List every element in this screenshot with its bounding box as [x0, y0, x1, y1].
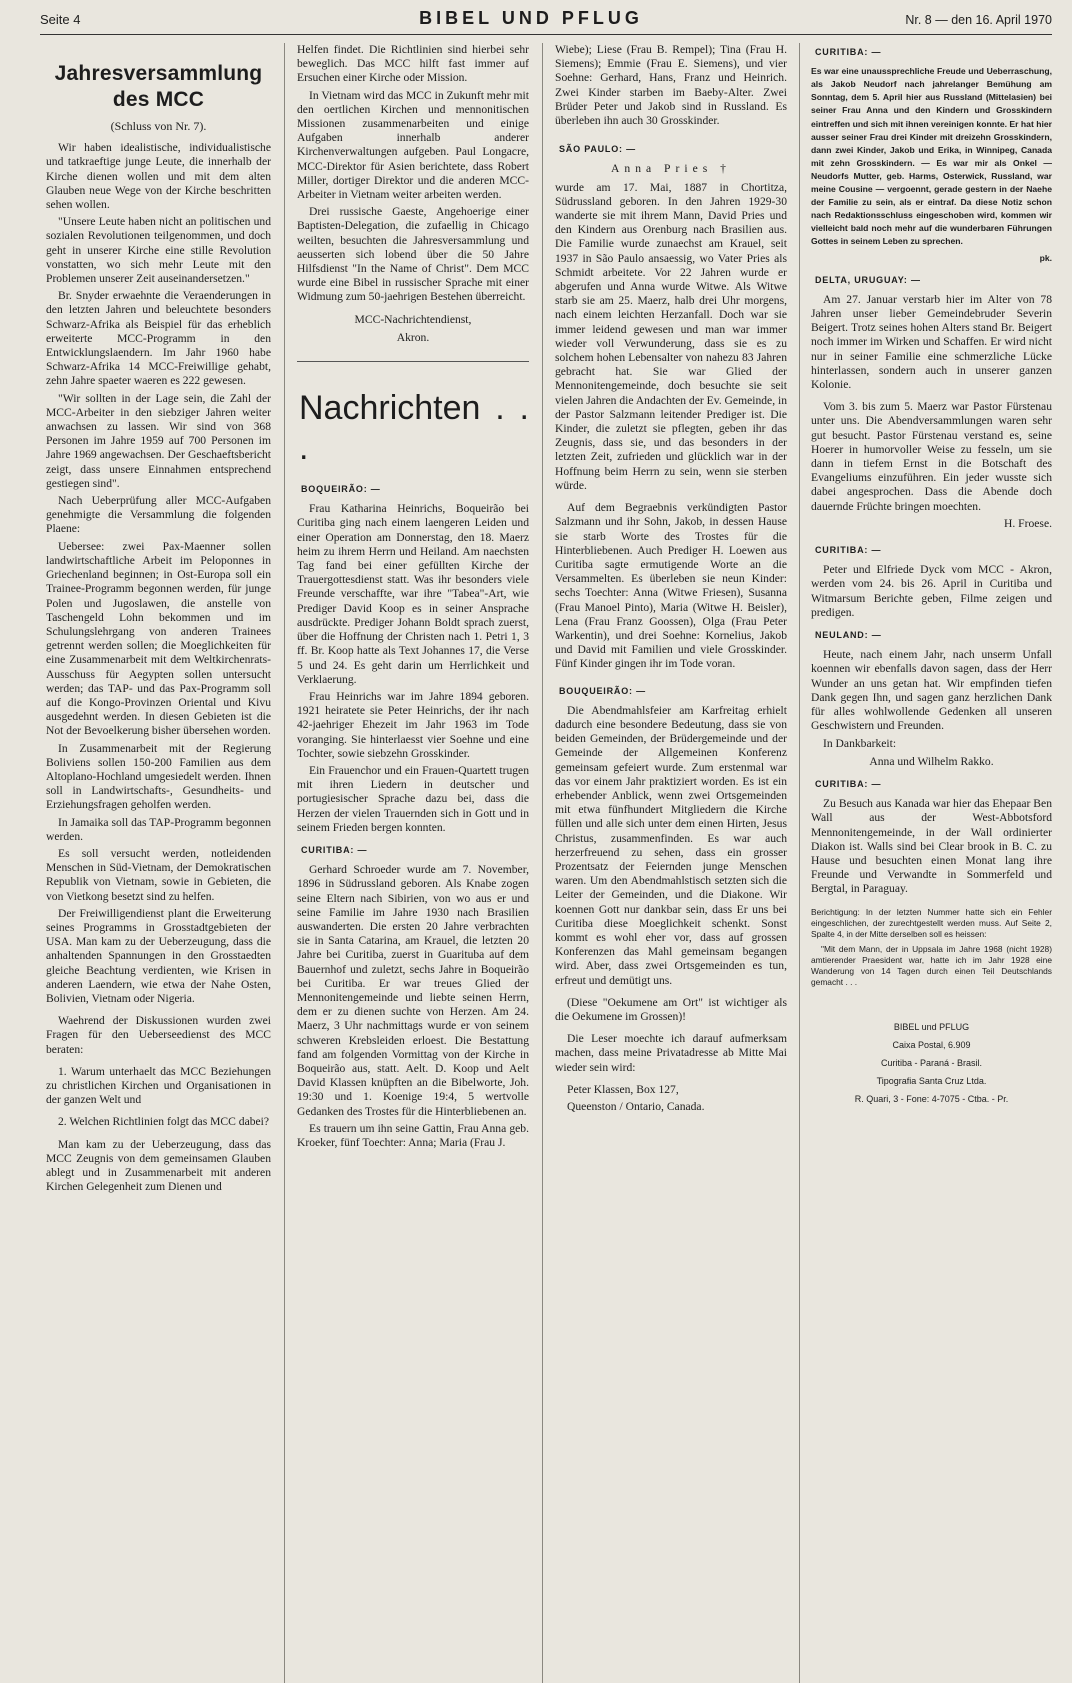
paragraph: In Dankbarkeit: — [823, 736, 897, 750]
page-number: Seite 4 — [40, 12, 81, 27]
paragraph: Die Abendmahlsfeier am Karfreitag erhielt dadurch eine besondere Bedeutung, dass sie von beiden Gemeinden, der Brüdergemeinde und der Gemeinde der Allgemeinen Konferenz gemeinsam gefeiert wurde. Zum erstenmal war das vor einem Jahr praktiziert worden. Es ist ein erhebender Anblick, wenn zwei Ortsgemeinden mit etwa fünfhundert Mitgliedern die Kirche füllen und alle sich unter dem einen Hirten, Jesus Christus, zusammenfinden. Es war auch herzerfreuend zu sehen, dass ein grosser Prozentsatz der Feiernden junge Menschen waren. Um den Abendmahlstisch setzten sich die Leiter der Gemeinden, und die Diakone. Wir koennen Gott nur dankbar sein, dass Er uns bei Curitiba diese Moeglichkeit schenkt. Sonst kommt es wohl eher vor, dass auf grossen Konferenzen das Mahl gemeinsam begangen wird. Aber, dass zwei Ortsgemeinden es tun, erfreut und demütigt uns. — [555, 703, 787, 987]
correction-text: Berichtigung: In der letzten Nummer hatte sich ein Fehler eingeschlichen, der zurechtgestellt werden muss. Auf Seite 2, Spalte 4, in der Mitte derselben soll es heissen: — [811, 906, 1052, 939]
masthead — [40, 8, 1052, 35]
source-line: Akron. — [396, 330, 430, 344]
paragraph: Frau Heinrichs war im Jahre 1894 geboren. 1921 heiratete sie Peter Heinrichs, der ihr nach 42-jaehriger Ehezeit im Jahr 1963 im Tode voranging. Sie hinterlaesst vier Soehne und eine Tochter, sowie siebzehn Grosskinder. — [297, 689, 529, 760]
paragraph: In Jamaika soll das TAP-Programm begonnen werden. — [46, 815, 271, 843]
paragraph: 1. Warum unterhaelt das MCC Beziehungen zu christlichen Kirchen und Organisationen in der ganzen Welt und — [46, 1064, 271, 1107]
signature: pk. — [1039, 252, 1052, 263]
location-heading: CURITIBA: — — [815, 47, 882, 57]
section-divider — [297, 361, 529, 362]
paragraph: Heute, nach einem Jahr, nach unserm Unfall koennen wir ebenfalls davon sagen, dass der Herr Wunder an uns getan hat. Wir empfinden tiefen Dank gegen Ihn, und sagen ganz herzlichen Dank für alles wohlwollende Gedenken all unseren Geschwistern und Freunden. — [811, 648, 1052, 733]
source-line: MCC-Nachrichtendienst, — [354, 312, 472, 326]
obituary-name: Anna Pries † — [611, 162, 731, 176]
columns — [40, 43, 1052, 1683]
location-heading: BOUQUEIRÃO: — — [559, 685, 646, 696]
paragraph: Der Freiwilligendienst plant die Erweiterung seines Programms in Grosstadtgebieten der USA. Man kam zu der Ueberzeugung, dass die anhaltenden Spannungen in den Grosstaedten gleiche Beachtung verdienten, wie Krisen in anderen Laendern, wie etwa der Nahe Osten, Bolivien, Vietnam oder Nigeria. — [46, 906, 271, 1005]
paragraph: Wir haben idealistische, individualistische und tatkraeftige junge Leute, die innerhalb der Kirche dienen wollen und mit dem alten Glauben neue Wege von der Kirche beschritten sehen wollen. — [46, 141, 271, 212]
location-heading: CURITIBA: — — [815, 778, 882, 789]
location-heading: CURITIBA: — — [301, 844, 368, 855]
imprint-line: Caixa Postal, 6.909 — [892, 1039, 971, 1050]
column-3 — [555, 43, 787, 1117]
paragraph: Am 27. Januar verstarb hier im Alter von 78 Jahren unser lieber Gemeindebruder Severin Beigert. Trotz seines hohen Alters stand Br. Beigert noch immer im Wirken und Schaffen. Er wird nicht nur in seiner Familie eine schmerzliche Lücke hinterlassen, sondern auch in unserer ganzen Kolonie. — [811, 292, 1052, 392]
article-title: Jahresversammlung — [54, 62, 263, 85]
location-heading: NEULAND: — — [815, 630, 882, 641]
paragraph: Es war eine unaussprechliche Freude und Ueberraschung, als Jakob Neudorf nach jahrelanger Bemühung am Sonntag, dem 5. April hier aus Russland (Mittelasien) bei seiner Frau Anna und den Kindern und Grosskindern eintreffen und sich mit ihnen vereinigen konnte. Er hat hier ausser seiner Frau drei Kinder mit dreizehn Grosskindern, dann zwei Kinder, Jakob und Erika, in Winnipeg, Canada mit zehn Grosskindern. — Es war mir als Onkel — Neudorfs Mutter, geb. Harms, Osterwick, Russland, war meine Cousine — vergoennt, gerade gestern in der Naehe der Familie zu sein, als er eintraf. Da diese Notiz schon nach Redaktionsschluss eingeschoben wird, kommen wir vielleicht bald noch mehr auf die wunderbaren Führungen Gottes in seinem Leben zu sprechen. — [811, 66, 1052, 247]
column-rule — [284, 43, 285, 1683]
article-heading — [46, 61, 271, 133]
paragraph: Es soll versucht werden, notleidenden Menschen in Süd-Vietnam, der Demokratischen Republik von Vietnam, sowie in Gebieten, die von Vietkong besetzt sind zu helfen. — [46, 846, 271, 903]
paragraph: Br. Snyder erwaehnte die Veraenderungen in den letzten Jahren und beleuchtete besonders Schwarz-Afrika als Beispiel für das erheblich erweiterte MCC-Programm in den Entwicklungslaendern. Im Jahr 1960 habe Schwarz-Afrika 14 MCC-Freiwillige gehabt, zehn Jahre spaeter waeren es 222 gewesen. — [46, 289, 271, 388]
article-subtitle: (Schluss von Nr. 7). — [110, 119, 207, 133]
paragraph: Auf dem Begraebnis verkündigten Pastor Salzmann und ihr Sohn, Jakob, in dessen Hause sie starb Worte des Trostes für die Hinterbliebenen. Auch Prediger H. Loewen aus Curitiba sagte ermutigende Worte an die Versammelten. Es überleben sie neun Kinder: sechs Toechter: Anna (Witwe Friesen), Susanna (Frau Manoel Pinto), Maria (Witwe H. Beisler), Lena (Frau Franz Goossen), Olga (Frau Peter Warkentin), und drei Soehne: Kornelius, Jakob und David mit Familien und viele Grosskinder. Fünf Kinder gingen ihr im Tode voran. — [555, 501, 787, 671]
paragraph: Peter und Elfriede Dyck vom MCC - Akron, werden vom 24. bis 26. April in Curitiba und Witmarsum Berichte geben, Filme zeigen und predigen. — [811, 563, 1052, 619]
correction-quote: "Mit dem Mann, der in Uppsala im Jahre 1968 (nicht 1928) amtierender Praesident war, hatte ich im Jahr 1928 eine Wanderung von 14 Tagen durch einen Teil Deutschlands gemacht . . . — [811, 943, 1052, 987]
correction-note — [811, 907, 1052, 988]
publisher-imprint — [811, 1018, 1052, 1108]
imprint-line: Tipografia Santa Cruz Ltda. — [876, 1075, 987, 1086]
paragraph: "Wir sollten in der Lage sein, die Zahl der MCC-Arbeiter in den siebziger Jahren weiter anwachsen zu lassen. Wir sind von 368 Personen im Jahre 1959 auf 700 Personen im Jahre 1969 angewachsen. Der Geschaeftsbericht zeigt, dass unsere Einnahmen entsprechend gestiegen sind". — [46, 391, 271, 490]
paragraph: Gerhard Schroeder wurde am 7. November, 1896 in Südrussland geboren. Als Knabe zogen seine Eltern nach Sibirien, von wo aus er und seine Familie im Jahre 1930 nach Brasilien auswanderten. Die ersten 20 Jahre verbrachten sie in Santa Catarina, am Krauel, die letzten 20 Jahre bei Curitiba, zuerst in Guarituba auf dem Bauernhof und zuletzt, sechs Jahre in Boqueirão bei Curitiba. Er war treues Glied der Mennonitengemeinde und liebte seinen Herrn, dem er zu dienen suchte von Herzen. Am 24. Maerz, 3 Uhr nachmittags wurde er von seinem schweren Krebsleiden erloest. Die Bestattung fand am folgenden Vormittag von der Kirche in Boqueirão aus, statt. Aelt. D. Koop und Aelt David Klassen knüpften an die Bibelworte, Joh. 19:30 und 1. Koenige 19:4, 5 wertvolle Gedanken des Trostes für die Hinterbliebenen an. — [297, 863, 529, 1118]
paragraph: Zu Besuch aus Kanada war hier das Ehepaar Ben Wall aus der West-Abbotsford Mennonitengemeinde, in der Wall ordinierter Diakon ist. Walls sind bei Clear brook in B. C. zu Hause und besuchten einen Monat lang ihre Freunde und Verwandte in Sommerfeld und Bergtal, in Paraguay. — [811, 797, 1052, 896]
paragraph: Vom 3. bis zum 5. Maerz war Pastor Fürstenau unter uns. Die Abendversammlungen waren sehr gut besucht. Pastor Fürstenau verstand es, seine Hoerer in humorvoller Weise zu fesseln, um sie dann in tiefem Ernst in die Botschaft des Evangeliums einzuführen. Ein jeder wusste sich dabei angesprochen. Dass die Abende doch dauernde Früchte bringen moechten. — [811, 400, 1052, 513]
imprint-line: BIBEL und PFLUG — [893, 1021, 970, 1032]
signature: H. Froese. — [1004, 516, 1052, 530]
paragraph: Helfen findet. Die Richtlinien sind hierbei sehr beweglich. Das MCC hilft fast immer auf Ersuchen einer Kirche oder Mission. — [297, 43, 529, 85]
column-rule — [799, 43, 800, 1683]
imprint-line: Curitiba - Paraná - Brasil. — [880, 1057, 983, 1068]
paragraph: 2. Welchen Richtlinien folgt das MCC dabei? — [58, 1115, 270, 1129]
column-1 — [46, 43, 271, 1197]
paragraph: Man kam zu der Ueberzeugung, dass das MCC Zeugnis von dem gemeinsamen Glauben ablegt und in Zusammenarbeit mit anderen Kirchen Gelegenheit zum Dienen und — [46, 1137, 271, 1194]
address-line: Peter Klassen, Box 127, — [567, 1082, 679, 1096]
paragraph: Ein Frauenchor und ein Frauen-Quartett trugen mit ihren Liedern in deutscher und portugiesischer Sprache dazu bei, dass die Herzen der vielen Trauernden sich in Gott und in seinem Frieden bergen konnten. — [297, 763, 529, 834]
location-heading: BOQUEIRÃO: — — [301, 484, 381, 495]
article-title-line2: des MCC — [112, 88, 205, 111]
paragraph: Frau Katharina Heinrichs, Boqueirão bei Curitiba ging nach einem laengeren Leiden und einer Operation am Donnerstag, den 18. Maerz heim zu ihrem Herrn und Heiland. Am naechsten Tag fand bei einer gefüllten Kirche der Trauergottesdienst statt. Was ihr besonders viele Freunde verschaffte, war ihre "Tabea"-Art, wie Prediger David Koop es in seiner Ansprache ausdrückte. Prediger Johann Boldt sprach zuerst, über die Hoffnung der Christen nach 1. Petri 1, 3 ff. Br. Koop hatte als Text Johannes 17, die Verse 5 und 24. Es geht darin um Herrlichkeit und Verklaerung. — [297, 502, 529, 686]
paragraph: Nach Ueberprüfung aller MCC-Aufgaben genehmigte die Versammlung die folgenden Plaene: — [46, 494, 271, 536]
paragraph: Die Leser moechte ich darauf aufmerksam machen, dass meine Privatadresse ab Mitte Mai wieder sein wird: — [555, 1032, 787, 1074]
paragraph: Es trauern um ihn seine Gattin, Frau Anna geb. Kroeker, fünf Toechter: Anna; Maria (Frau J. — [297, 1121, 529, 1149]
paragraph: In Vietnam wird das MCC in Zukunft mehr mit den oertlichen Kirchen und mennonitischen Missionen zusammenarbeiten und einige Aufgaben innerhalb anderer Kirchenverwaltungen aufgeben. Paul Longacre, MCC-Direktor für Asien berichtete, dass Robert Miller, dortiger Direktor und die anderen MCC-Arbeiter in Vietnam weiter arbeiten werden. — [297, 88, 529, 202]
location-heading: CURITIBA: — — [815, 545, 882, 556]
address-line: Queenston / Ontario, Canada. — [567, 1100, 705, 1114]
column-4 — [811, 43, 1052, 1108]
paragraph: "Unsere Leute haben nicht an politischen und sozialen Revolutionen teilgenommen, und doch geht in unserer Kirche eine stille Revolution vonstatten, wo sich mehr Leute mit den Problemen unserer Zeit auseinandersetzen." — [46, 215, 271, 286]
column-rule — [542, 43, 543, 1683]
imprint-line: R. Quari, 3 - Fone: 4-7075 - Ctba. - Pr. — [854, 1093, 1009, 1104]
issue-date: Nr. 8 — den 16. April 1970 — [905, 13, 1052, 27]
paragraph: Drei russische Gaeste, Angehoerige einer Baptisten-Delegation, die zufaellig in Chicago weilten, besuchten die Jahresversammlung und aeusserten sich lobend über die 50 Jahre Hilfsdienst "In the Name of Christ". Dem MCC wurde eine Bibel in russischer Sprache mit einer Widmung zum 50-jaehrigen Bestehen überreicht. — [297, 205, 529, 304]
paragraph: (Diese "Oekumene am Ort" ist wichtiger als die Oekumene im Grossen)! — [555, 995, 787, 1023]
paragraph: In Zusammenarbeit mit der Regierung Boliviens sollen 150-200 Familien aus dem Altoplano-Hochland umgesiedelt werden. Ihnen soll in Landwirtschafts-, Gesundheits- und Erziehungsfragen geholfen werden. — [46, 741, 271, 812]
news-heading: Nachrichten . . . — [299, 389, 529, 468]
paragraph: Uebersee: zwei Pax-Maenner sollen landwirtschaftliche Arbeit im Peloponnes in Griechenland beginnen; in Ost-Europa soll ein Trainee-Programm begonnen werden, für junge Polen und Jugoslawen, die anstelle von Taschengeld Lohn bekommen und im Schulungslehrgang von anderen Trainees getrennt werden sollen; die Moeglichkeiten für eine Zusammenarbeit mit dem Weltkirchenrats-Ausschuss für Aegypten sollen untersucht werden; das TAP- und das Pax-Programm soll auf die Kongo-Provinzen Oriental und Kivu ausgedehnt werden. In diesen Gebieten ist die Not der Bevoelkerung bisher übersehen worden. — [46, 539, 271, 738]
paragraph: Wiebe); Liese (Frau B. Rempel); Tina (Frau H. Siemens); Emmie (Frau E. Siemens), und vier Soehne: Gerhard, Hans, Franz und Heinrich. Zwei Kinder starben im Baeby-Alter. Zwei Brüder Peter und Jakob sind in Russland. Es überleben ihn auch 30 Grosskinder. — [555, 43, 787, 128]
location-heading: DELTA, URUGUAY: — — [815, 274, 921, 285]
column-2 — [297, 43, 529, 1153]
location-heading: SÃO PAULO: — — [559, 144, 636, 155]
paragraph: wurde am 17. Mai, 1887 in Chortitza, Südrussland geboren. In den Jahren 1929-30 wanderte sie mit ihrem Mann, David Pries und den Kindern aus Orenburg nach Brasilien aus. Die Familie wurde zunaechst am Krauel, seit 1937 in São Paulo ansaessig, wo Vater Pries als Schmidt arbeitete. Vor 22 Jahren wurde er abgerufen und Anna wurde Witwe. Als Witwe starb sie am 25. Maerz, halb drei Uhr morgens, nach einem leichten Herzanfall. Doch war sie immer leidend gewesen und man war immer wieder voll Verwunderung, dass sie es zu solchem hohen Lebensalter von nahezu 83 Jahren gebracht hat. Sie war Glied der Mennonitengemeinde, doch besuchte sie seit vielen Jahren die Andachten der Ev. Gemeinde, in der Pastor Salzmann leitender Prediger ist. Die Kinder, die zuletzt sie pflegten, geben ihr das Zeugnis, dass sie, und das besonders in der letzten Zeit, zufrieden und glücklich war in der Hoffnung beim Herrn zu sein, wenn sie sterben würde. — [555, 180, 787, 492]
newspaper-title: BIBEL UND PFLUG — [419, 8, 643, 28]
signature: Anna und Wilhelm Rakko. — [869, 754, 994, 768]
paragraph: Waehrend der Diskussionen wurden zwei Fragen für den Ueberseedienst des MCC beraten: — [46, 1014, 271, 1056]
